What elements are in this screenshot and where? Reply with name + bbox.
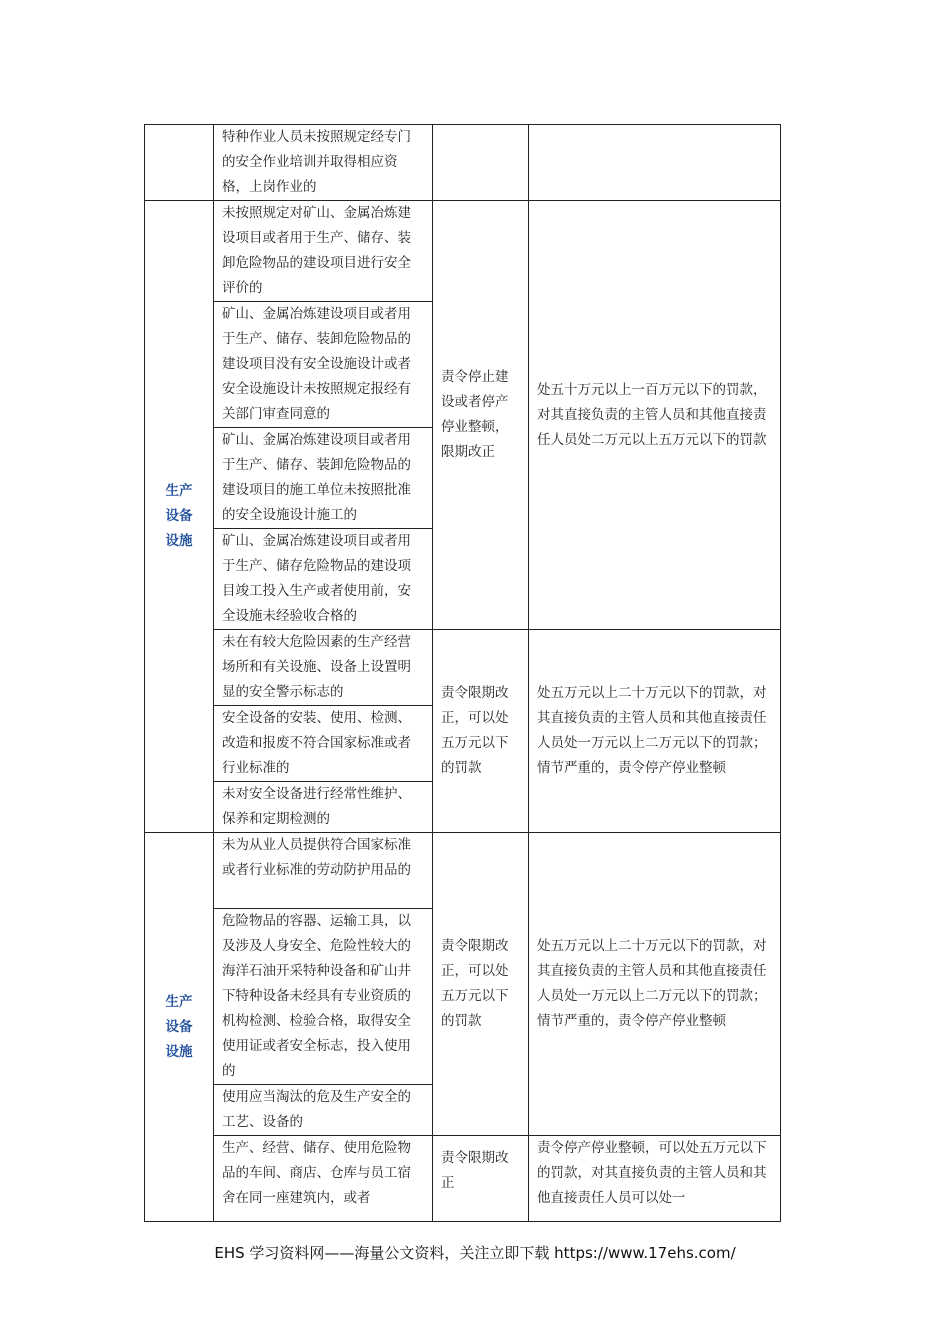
category-line: 设施 xyxy=(165,533,193,549)
penalty-cell: 处五万元以上二十万元以下的罚款，对其直接负责的主管人员和其他直接责任人员处一万元以上二万元以下的罚款；情节严重的，责令停产停业整顿 xyxy=(529,630,781,833)
violation-cell: 未在有较大危险因素的生产经营场所和有关设施、设备上设置明显的安全警示标志的 xyxy=(214,630,433,706)
table-row xyxy=(145,125,781,201)
violation-cell: 安全设备的安装、使用、检测、改造和报废不符合国家标准或者行业标准的 xyxy=(214,706,433,782)
violation-cell: 生产、经营、储存、使用危险物品的车间、商店、仓库与员工宿舍在同一座建筑内，或者 xyxy=(214,1136,433,1222)
category-cell xyxy=(145,201,214,833)
penalty-cell: 责令停产停业整顿，可以处五万元以下的罚款，对其直接负责的主管人员和其他直接责任人员可以处一 xyxy=(529,1136,781,1222)
penalty-cell: 处五万元以上二十万元以下的罚款，对其直接负责的主管人员和其他直接责任人员处一万元以上二万元以下的罚款；情节严重的，责令停产停业整顿 xyxy=(529,833,781,1136)
violation-cell: 使用应当淘汰的危及生产安全的工艺、设备的 xyxy=(214,1085,433,1136)
violation-cell: 未对安全设备进行经常性维护、保养和定期检测的 xyxy=(214,782,433,833)
violation-cell: 危险物品的容器、运输工具，以及涉及人身安全、危险性较大的海洋石油开采特种设备和矿山井下特种设备未经具有专业资质的机构检测、检验合格，取得安全使用证或者安全标志，投入使用的 xyxy=(214,909,433,1085)
violation-cell: 特种作业人员未按照规定经专门的安全作业培训并取得相应资格，上岗作业的 xyxy=(214,125,433,201)
measure-cell: 责令停止建设或者停产停业整顿，限期改正 xyxy=(433,201,529,630)
category-line: 生产 xyxy=(165,483,193,499)
category-line: 设施 xyxy=(165,1043,193,1060)
penalty-cell: 处五十万元以上一百万元以下的罚款，对其直接负责的主管人员和其他直接责任人员处二万元以上五万元以下的罚款 xyxy=(529,201,781,630)
measure-cell: 责令限期改正 xyxy=(433,1136,529,1222)
table-row xyxy=(145,630,781,706)
category-line: 设备 xyxy=(165,508,193,524)
footer-text: EHS 学习资料网——海量公文资料，关注立即下载 https://www.17ehs.com/ xyxy=(214,1244,736,1262)
measure-cell xyxy=(433,125,529,201)
violation-cell: 未按照规定对矿山、金属冶炼建设项目或者用于生产、储存、装卸危险物品的建设项目进行安全评价的 xyxy=(214,201,433,302)
table-row xyxy=(145,833,781,909)
category-line: 设备 xyxy=(165,1018,193,1035)
violation-cell: 未为从业人员提供符合国家标准或者行业标准的劳动防护用品的 xyxy=(214,833,433,909)
measure-cell: 责令限期改正，可以处五万元以下的罚款 xyxy=(433,630,529,833)
violation-cell: 矿山、金属冶炼建设项目或者用于生产、储存、装卸危险物品的建设项目没有安全设施设计或者安全设施设计未按照规定报经有关部门审查同意的 xyxy=(214,302,433,428)
measure-cell: 责令限期改正，可以处五万元以下的罚款 xyxy=(433,833,529,1136)
category-cell xyxy=(145,833,214,1222)
table-row xyxy=(145,1136,781,1222)
penalty-cell xyxy=(529,125,781,201)
category-line: 生产 xyxy=(165,993,193,1010)
table-row xyxy=(145,201,781,302)
penalty-table xyxy=(144,124,781,1222)
violation-cell: 矿山、金属冶炼建设项目或者用于生产、储存危险物品的建设项目竣工投入生产或者使用前，安全设施未经验收合格的 xyxy=(214,529,433,630)
category-cell xyxy=(145,125,214,201)
violation-cell: 矿山、金属冶炼建设项目或者用于生产、储存、装卸危险物品的建设项目的施工单位未按照批准的安全设施设计施工的 xyxy=(214,428,433,529)
